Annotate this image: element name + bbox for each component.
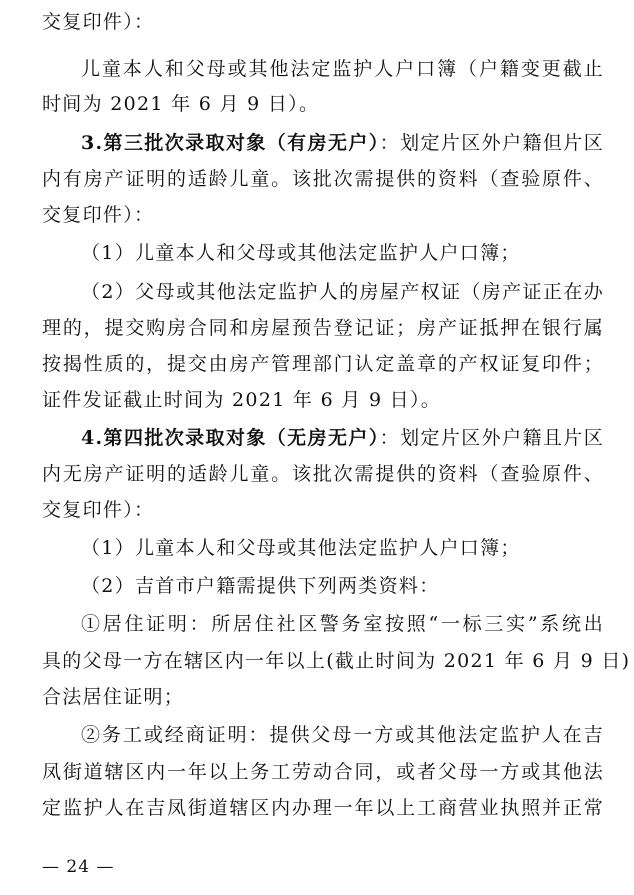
section-heading: 4.第四批次录取对象（无房无户） <box>81 427 380 449</box>
text-line: 交复印件）： <box>42 499 155 521</box>
paragraph-line <box>81 131 604 155</box>
page-number: — 24 — <box>42 857 115 877</box>
text-line: 证件发证截止时间为 2021 年 6 月 9 日）。 <box>42 389 442 411</box>
text-line: 时间为 2021 年 6 月 9 日）。 <box>42 93 320 115</box>
text-line: 交复印件）： <box>42 204 155 226</box>
text-line: 交复印件）： <box>42 11 155 33</box>
text-line: ②务工或经商证明：提供父母一方或其他法定监护人在吉 <box>81 724 604 746</box>
text-line: 理的，提交购房合同和房屋预告登记证；房产证抵押在银行属 <box>42 317 604 339</box>
text-line: 内无房产证明的适龄儿童。该批次需提供的资料（查验原件、 <box>42 463 604 485</box>
text-line: ①居住证明：所居住社区警务室按照“一标三实”系统出 <box>81 613 604 635</box>
text-line: 具的父母一方在辖区内一年以上(截止时间为 2021 年 6 月 9 日) <box>42 650 631 672</box>
text-line: 按揭性质的，提交由房产管理部门认定盖章的产权证复印件； <box>42 353 604 375</box>
text-span: ：划定片区外户籍但片区 <box>379 132 604 154</box>
text-line: 凤街道辖区内一年以上务工劳动合同，或者父母一方或其他法 <box>42 761 604 783</box>
text-span: ：划定片区外户籍且片区 <box>379 427 604 449</box>
text-line: （1）儿童本人和父母或其他法定监护人户口簿； <box>81 242 521 264</box>
paragraph-line <box>81 426 604 450</box>
text-line: （1）儿童本人和父母或其他法定监护人户口簿； <box>81 537 521 559</box>
text-line: 定监护人在吉凤街道辖区内办理一年以上工商营业执照并正常 <box>42 797 604 819</box>
text-line: 儿童本人和父母或其他法定监护人户口簿（户籍变更截止 <box>81 58 604 80</box>
text-line: 合法居住证明； <box>42 686 185 708</box>
text-line: 内有房产证明的适龄儿童。该批次需提供的资料（查验原件、 <box>42 168 604 190</box>
text-line: （2）父母或其他法定监护人的房屋产权证（房产证正在办 <box>81 281 604 303</box>
section-heading: 3.第三批次录取对象（有房无户） <box>81 132 380 154</box>
text-line: （2）吉首市户籍需提供下列两类资料： <box>81 575 440 597</box>
